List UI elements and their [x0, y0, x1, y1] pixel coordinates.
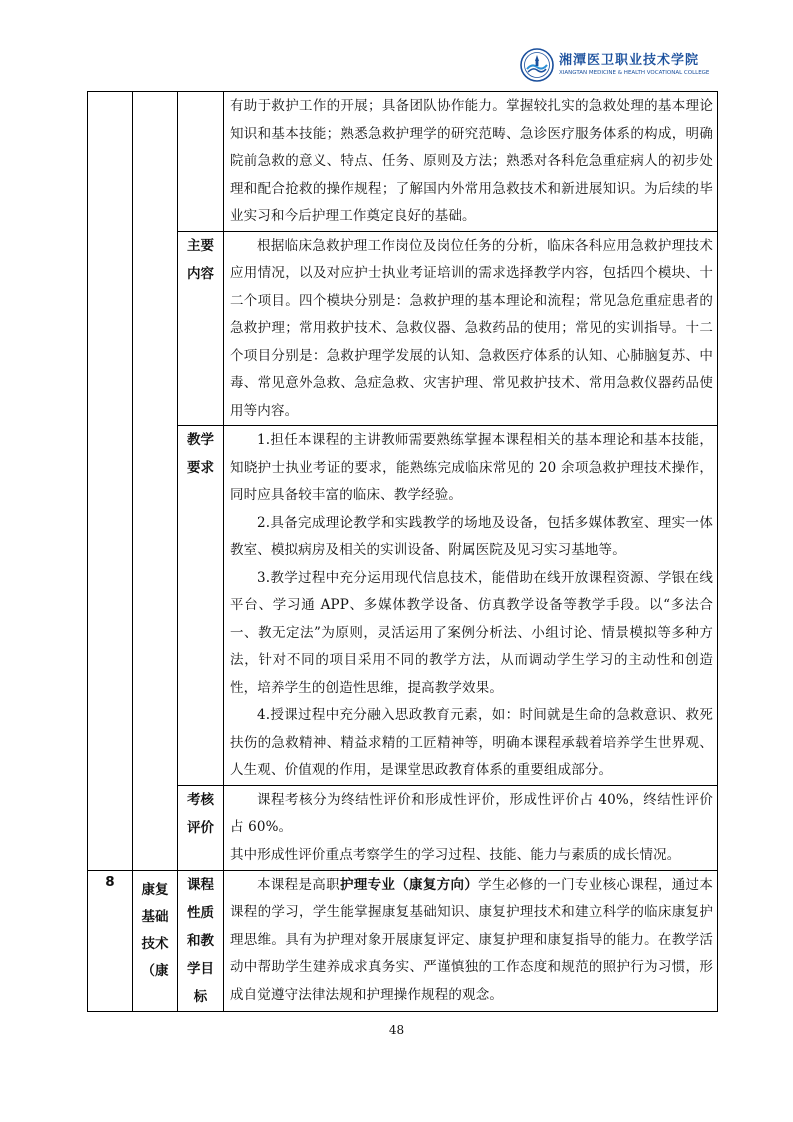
- objective-continued-text: 有助于救护工作的开展；具备团队协作能力。掌握较扎实的急救处理的基本理论知识和基本技能；熟悉急救护理学的研究范畴、急诊医疗服务体系的构成，明确院前急救的意义、特点、任务、原则及方法；熟悉对各科危急重症病人的初步处理和配合抢救的操作规程；了解国内外常用急救技术和新进展知识。为后续的毕业实习和今后护理工作奠定良好的基础。: [230, 98, 713, 224]
- body-cell: [224, 92, 718, 232]
- course-name: 康复基础技术（康: [141, 881, 169, 979]
- assessment-paragraph: 课程考核分为终结性评价和形成性评价，形成性评价占 40%，终结性评价占 60%。: [230, 791, 713, 835]
- teaching-req-label: 教学要求: [187, 432, 214, 476]
- body-cell: [224, 231, 718, 426]
- school-name-en: XIANGTAN MEDICINE & HEALTH VOCATIONAL COLLEGE: [559, 70, 710, 76]
- table-row: [88, 785, 718, 870]
- school-name-cn: 湘潭医卫职业技术学院: [559, 53, 700, 68]
- page-number: 48: [388, 1023, 405, 1037]
- name-cell-empty: [133, 92, 178, 871]
- teaching-req-paragraph: 3.教学过程中充分运用现代信息技术，能借助在线开放课程资源、学银在线平台、学习通 APP、多媒体教学设备、仿真教学设备等教学手段。以“多法合一、教无定法”为原则，灵活运用了案例分析法、小组讨论、情景模拟等多种方法，针对不同的项目采用不同的教学方法，从而调动学生学习的主动性和创造性，培养学生的创造性思维，提高教学效果。: [230, 569, 713, 696]
- table-row: [88, 426, 718, 786]
- table-row: [88, 870, 718, 1011]
- teaching-req-paragraph: 1.担任本课程的主讲教师需要熟练掌握本课程相关的基本理论和基本技能，知晓护士执业考证的要求，能熟练完成临床常见的 20 余项急救护理技术操作，同时应具备较丰富的临床、教学经验。: [230, 432, 713, 503]
- main-content-text: 根据临床急救护理工作岗位及岗位任务的分析，临床各科应用急救护理技术应用情况，以及对应护士执业考证培训的需求选择教学内容，包括四个模块、十二个项目。四个模块分别是：急救护理的基本理论和流程；常见急危重症患者的急救护理；常用救护技术、急救仪器、急救药品的使用；常见的实训指导。十二个项目分别是：急救护理学发展的认知、急救医疗体系的认知、心肺脑复苏、中毒、常见意外急救、急症急救、灾害护理、常见救护技术、常用急救仪器药品使用等内容。: [230, 237, 713, 419]
- teaching-req-paragraph: 4.授课过程中充分融入思政教育元素，如：时间就是生命的急救意识、救死扶伤的急救精神、精益求精的工匠精神等，明确本课程承载着培养学生世界观、人生观、价值观的作用，是课堂思政教育体系的重要组成部分。: [230, 707, 713, 778]
- school-emblem-icon: [520, 48, 554, 82]
- course8-text-before: 本课程是高职: [257, 876, 340, 893]
- course-table: [87, 91, 718, 1012]
- body-cell: [224, 785, 718, 870]
- course-seq-number: 8: [105, 873, 115, 890]
- teaching-req-paragraph: 2.具备完成理论教学和实践教学的场地及设备，包括多媒体教室、理实一体教室、模拟病房及相关的实训设备、附属医院及见习实习基地等。: [230, 514, 713, 558]
- assessment-paragraph: 其中形成性评价重点考察学生的学习过程、技能、能力与素质的成长情况。: [230, 846, 681, 863]
- body-cell: [224, 870, 718, 1011]
- item-cell: [178, 785, 224, 870]
- item-cell: [178, 231, 224, 426]
- name-cell: [133, 870, 178, 1011]
- course8-description: [230, 872, 713, 1010]
- main-content-label: 主要内容: [187, 237, 214, 282]
- course8-text-after: 学生必修的一门专业核心课程，通过本课程的学习，学生能掌握康复基础知识、康复护理技术和建立科学的临床康复护理思维。具有为护理对象开展康复评定、康复护理和康复指导的能力。在教学活动中帮助学生建养成求真务实、严谨慎独的工作态度和规范的照护行为习惯，形成自觉遵守法律法规和护理操作规程的观念。: [230, 876, 713, 1003]
- nature-objective-label: 课程性质和教学目标: [187, 876, 214, 1005]
- course8-text-bold: 护理专业（康复方向）: [339, 876, 479, 893]
- school-logo: [520, 48, 716, 82]
- seq-cell: [88, 870, 133, 1011]
- item-cell: [178, 870, 224, 1011]
- item-cell: [178, 426, 224, 786]
- table-row: [88, 92, 718, 232]
- item-cell-empty: [178, 92, 224, 232]
- seq-cell-empty: [88, 92, 133, 871]
- body-cell: [224, 426, 718, 786]
- assessment-label: 考核评价: [187, 791, 214, 836]
- table-row: [88, 231, 718, 426]
